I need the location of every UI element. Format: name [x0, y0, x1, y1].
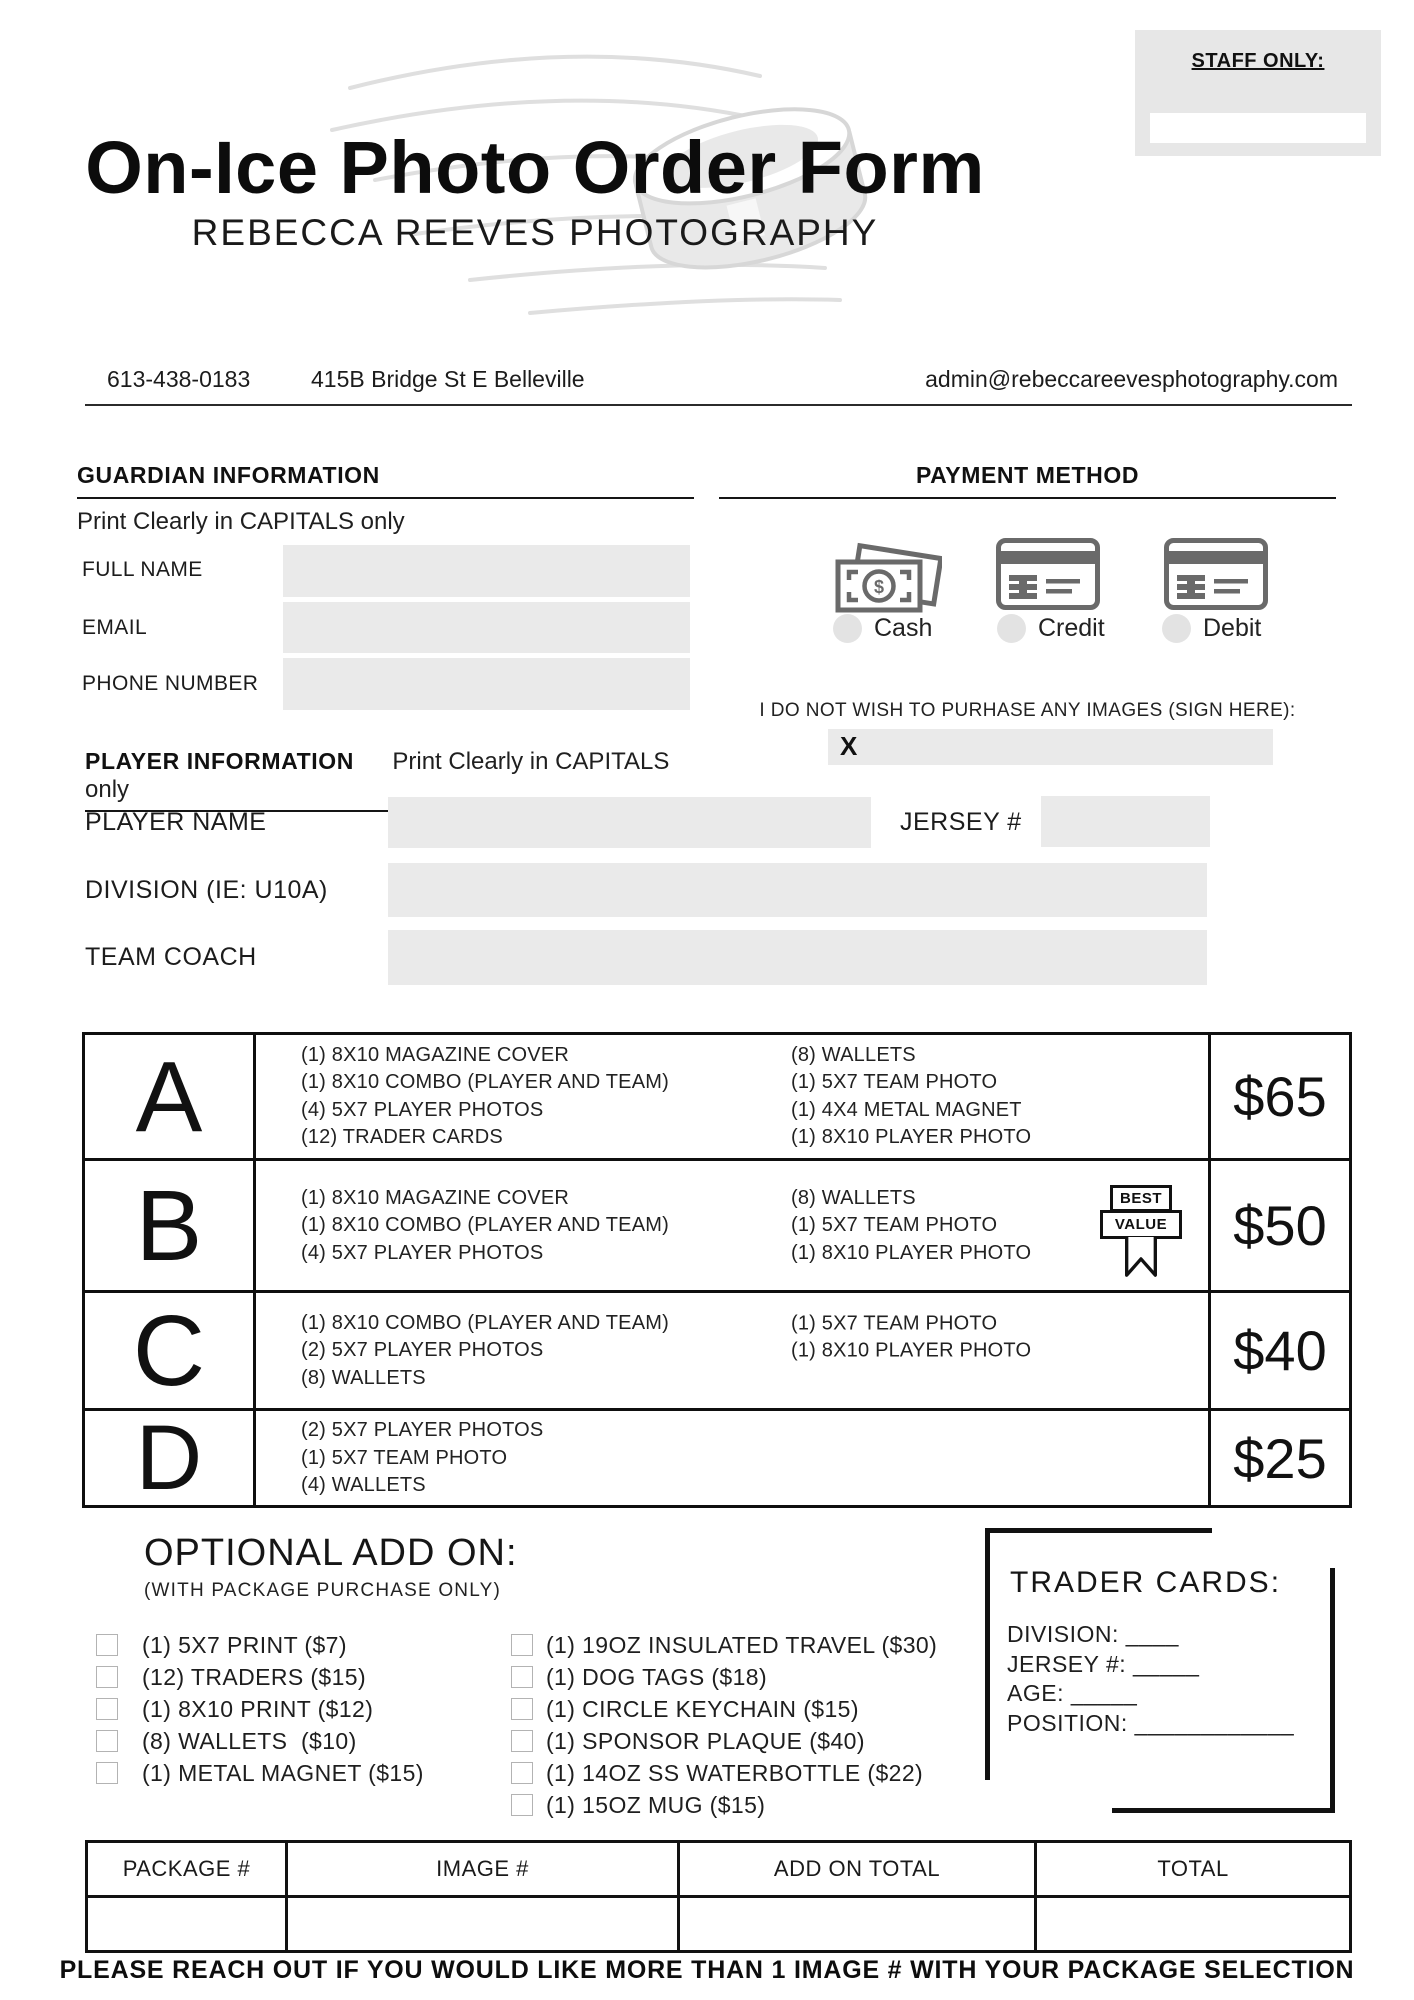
guardian-heading: GUARDIAN INFORMATION [77, 462, 380, 488]
jersey-number-field[interactable] [1041, 796, 1210, 847]
package-b-letter: B [85, 1161, 256, 1290]
addon-item [511, 1661, 937, 1693]
package-item: (1) 8X10 MAGAZINE COVER [301, 1043, 569, 1066]
addon-item [511, 1693, 937, 1725]
decline-note: I DO NOT WISH TO PURHASE ANY IMAGES (SIGN HERE): [759, 700, 1296, 721]
addon-checkbox[interactable] [511, 1698, 533, 1720]
addon-checkbox[interactable] [511, 1762, 533, 1784]
contact-address: 415B Bridge St E Belleville [311, 366, 585, 392]
addon-checkbox[interactable] [96, 1666, 118, 1688]
player-note: Print Clearly in CAPITALS only [85, 748, 670, 803]
player-name-field[interactable] [388, 797, 871, 848]
addon-item [96, 1661, 424, 1693]
best-value-badge-top: BEST [1110, 1185, 1172, 1212]
addon-item [511, 1789, 937, 1821]
contact-email: admin@rebeccareevesphotography.com [925, 366, 1338, 392]
package-item: (1) 8X10 PLAYER PHOTO [791, 1126, 1032, 1148]
package-item: (1) 8X10 COMBO (PLAYER AND TEAM) [301, 1311, 669, 1334]
footer-note: PLEASE REACH OUT IF YOU WOULD LIKE MORE THAN 1 IMAGE # WITH YOUR PACKAGE SELECTION [59, 1956, 1355, 1984]
image-number-header: IMAGE # [288, 1843, 680, 1895]
team-coach-label: TEAM COACH [85, 943, 257, 971]
package-item: (1) 5X7 TEAM PHOTO [791, 1071, 998, 1093]
best-value-badge-bottom: VALUE [1100, 1210, 1182, 1239]
package-item: (4) 5X7 PLAYER PHOTOS [301, 1098, 544, 1121]
addon-label: (1) CIRCLE KEYCHAIN ($15) [546, 1695, 859, 1722]
package-c-price: $40 [1208, 1293, 1349, 1408]
package-item: (1) 5X7 TEAM PHOTO [301, 1446, 508, 1469]
package-item: (1) 8X10 PLAYER PHOTO [791, 1241, 1032, 1264]
jersey-number-label: JERSEY # [900, 808, 1022, 836]
svg-text:$: $ [873, 577, 885, 597]
addon-label: (1) 14OZ SS WATERBOTTLE ($22) [546, 1759, 924, 1786]
package-d-letter: D [85, 1411, 256, 1505]
page-subtitle: REBECCA REEVES PHOTOGRAPHY [191, 211, 879, 253]
payment-heading: PAYMENT METHOD [915, 462, 1140, 488]
addon-checkbox[interactable] [511, 1730, 533, 1752]
addon-subheading: (WITH PACKAGE PURCHASE ONLY) [144, 1580, 501, 1601]
package-c-letter: C [85, 1293, 256, 1408]
debit-radio[interactable] [1162, 614, 1191, 643]
guardian-section-header [77, 462, 694, 499]
package-b-items [256, 1161, 1208, 1290]
payment-option-debit [1162, 614, 1261, 643]
staff-only-input[interactable] [1150, 113, 1366, 143]
package-item: (2) 5X7 PLAYER PHOTOS [301, 1338, 544, 1361]
package-number-header: PACKAGE # [88, 1843, 288, 1895]
staff-only-label: STAFF ONLY: [1191, 50, 1325, 72]
addon-label: (1) METAL MAGNET ($15) [142, 1759, 424, 1786]
signature-x-mark: X [840, 731, 858, 761]
summary-entry-row [88, 1898, 1349, 1950]
package-item: (1) 8X10 PLAYER PHOTO [791, 1339, 1032, 1362]
phone-number-field[interactable] [283, 658, 690, 710]
trader-division-line[interactable]: DIVISION: ____ [1007, 1621, 1179, 1647]
package-item: (1) 8X10 COMBO (PLAYER AND TEAM) [301, 1213, 669, 1236]
addon-item [96, 1725, 424, 1757]
package-c-items [256, 1293, 1208, 1408]
full-name-label: FULL NAME [82, 558, 203, 581]
addon-checkbox[interactable] [511, 1634, 533, 1656]
credit-card-icon [995, 538, 1101, 610]
package-number-cell[interactable] [88, 1898, 288, 1950]
package-item: (1) 5X7 TEAM PHOTO [791, 1312, 998, 1335]
package-b-price: $50 [1208, 1161, 1349, 1290]
guardian-email-field[interactable] [283, 602, 690, 653]
guardian-note: Print Clearly in CAPITALS only [77, 508, 405, 535]
addon-item [511, 1757, 937, 1789]
package-item: (8) WALLETS [301, 1366, 426, 1389]
addon-checkbox[interactable] [96, 1730, 118, 1752]
trader-age-line[interactable]: AGE: _____ [1007, 1680, 1138, 1706]
credit-radio[interactable] [997, 614, 1026, 643]
package-d-price: $25 [1208, 1411, 1349, 1505]
payment-option-cash [833, 614, 932, 643]
page-title: On-Ice Photo Order Form [85, 126, 985, 209]
addon-item [96, 1757, 424, 1789]
payment-option-credit [997, 614, 1105, 643]
ribbon-icon [1119, 1237, 1163, 1279]
addon-list-right [511, 1629, 937, 1821]
package-a-price: $65 [1208, 1035, 1349, 1158]
trader-position-line[interactable]: POSITION: ____________ [1007, 1709, 1295, 1736]
summary-header-row [88, 1843, 1349, 1898]
addon-checkbox[interactable] [96, 1762, 118, 1784]
addon-checkbox[interactable] [96, 1634, 118, 1656]
player-heading: PLAYER INFORMATION [85, 748, 354, 774]
order-summary-table [85, 1840, 1352, 1953]
staff-only-box [1135, 30, 1381, 156]
trader-cards-fields [1007, 1620, 1294, 1738]
credit-label: Credit [1038, 614, 1105, 642]
addon-checkbox[interactable] [511, 1794, 533, 1816]
best-value-badge [1099, 1185, 1183, 1279]
player-name-label: PLAYER NAME [85, 808, 267, 836]
package-item: (4) WALLETS [301, 1473, 426, 1496]
package-row-b [85, 1158, 1349, 1290]
package-d-items [256, 1411, 1208, 1505]
package-item: (1) 8X10 COMBO (PLAYER AND TEAM) [301, 1071, 669, 1093]
image-number-cell[interactable] [288, 1898, 680, 1950]
debit-label: Debit [1203, 614, 1262, 642]
team-coach-field[interactable] [388, 930, 1207, 985]
package-a-letter: A [85, 1035, 256, 1158]
addon-label: (1) 19OZ INSULATED TRAVEL ($30) [546, 1631, 938, 1658]
addon-item [96, 1693, 424, 1725]
total-header: TOTAL [1157, 1856, 1229, 1881]
addon-label: (12) TRADERS ($15) [142, 1663, 367, 1690]
cash-radio[interactable] [833, 614, 862, 643]
decline-signature-field[interactable] [828, 729, 1273, 765]
addon-total-cell[interactable] [680, 1898, 1037, 1950]
guardian-email-label: EMAIL [82, 616, 148, 639]
addon-item [96, 1629, 424, 1661]
addon-total-header: ADD ON TOTAL [680, 1843, 1037, 1895]
trader-cards-heading: TRADER CARDS: [1010, 1566, 1282, 1599]
addon-checkbox[interactable] [96, 1698, 118, 1720]
package-item: (1) 8X10 MAGAZINE COVER [301, 1186, 569, 1209]
package-item: (4) 5X7 PLAYER PHOTOS [301, 1241, 544, 1264]
package-item: (1) 4X4 METAL MAGNET [791, 1098, 1022, 1121]
addon-heading: OPTIONAL ADD ON: [144, 1532, 518, 1574]
cash-icon [830, 534, 942, 618]
division-label: DIVISION (IE: U10A) [85, 876, 328, 904]
division-field[interactable] [388, 863, 1207, 917]
package-item: (1) 5X7 TEAM PHOTO [791, 1213, 998, 1236]
addon-item [511, 1629, 937, 1661]
addon-label: (1) 5X7 PRINT ($7) [142, 1631, 347, 1658]
contact-divider [85, 404, 1352, 406]
addon-label: (1) SPONSOR PLAQUE ($40) [546, 1727, 865, 1754]
addon-item [511, 1725, 937, 1757]
phone-number-label: PHONE NUMBER [82, 672, 259, 695]
addon-checkbox[interactable] [511, 1666, 533, 1688]
package-item: (2) 5X7 PLAYER PHOTOS [301, 1418, 544, 1441]
addon-label: (1) DOG TAGS ($18) [546, 1663, 768, 1690]
package-row-d [85, 1407, 1349, 1509]
addon-label: (1) 15OZ MUG ($15) [546, 1791, 766, 1818]
debit-card-icon [1163, 538, 1269, 610]
package-item: (12) TRADER CARDS [301, 1126, 503, 1148]
package-item: (8) WALLETS [791, 1043, 916, 1066]
package-row-c [85, 1290, 1349, 1408]
payment-section-header [719, 462, 1336, 499]
cash-label: Cash [874, 614, 933, 642]
package-table [82, 1032, 1352, 1508]
addon-label: (1) 8X10 PRINT ($12) [142, 1695, 374, 1722]
package-row-a [85, 1035, 1349, 1158]
total-cell[interactable] [1037, 1898, 1349, 1950]
addon-label: (8) WALLETS ($10) [142, 1727, 357, 1754]
contact-phone: 613-438-0183 [107, 366, 251, 392]
form-header [30, 128, 1040, 254]
addon-list-left [96, 1629, 424, 1789]
trader-jersey-line[interactable]: JERSEY #: _____ [1007, 1650, 1200, 1677]
package-item: (8) WALLETS [791, 1186, 916, 1209]
package-a-items [256, 1035, 1208, 1158]
full-name-field[interactable] [283, 545, 690, 597]
